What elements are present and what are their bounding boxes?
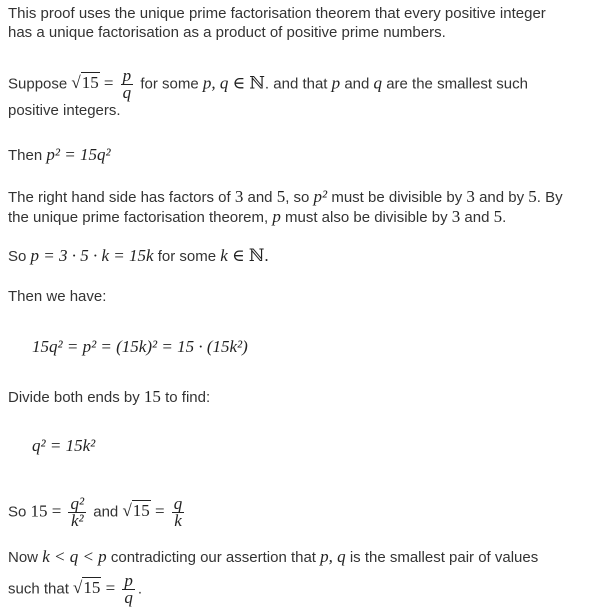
period: . [137, 580, 142, 598]
fraction-p-over-q: $\frac{p}{q}$ [122, 66, 132, 102]
pq-symbols: p, q [202, 73, 229, 93]
p-squared: p² [313, 187, 328, 206]
suppose-line-2: positive integers. [8, 102, 121, 119]
equals-sign-2: = [154, 501, 165, 521]
and-by-text: and by [479, 189, 525, 206]
intro-line-2: has a unique factorisation as a product of positive prime numbers. [8, 24, 446, 41]
sqrt-15: √15 [73, 578, 101, 598]
equals-sign: = [51, 501, 62, 521]
contradicting-text: contradicting our assertion that [110, 549, 316, 566]
for-some-text: for some [157, 248, 217, 265]
fraction-q2-over-k2: $\frac{\text{q²}}{\text{k²}}$ [70, 494, 85, 530]
k-symbol: k [220, 246, 228, 265]
period: . [502, 209, 507, 226]
suppose-line [8, 68, 528, 101]
sqrt-15: √15 [122, 501, 150, 521]
p-equals-15k: p = 3 · 5 · k = 15k [30, 246, 154, 265]
q-symbol: q [373, 73, 383, 93]
divide-text: Divide both ends by [8, 389, 140, 406]
for-some-text: for some [140, 75, 199, 93]
fraction-p-over-q: $\frac{p}{q}$ [124, 571, 133, 607]
p-symbol: p [331, 73, 341, 93]
must-text: must be divisible by [331, 189, 463, 206]
must-also-text: must also be divisible by [285, 209, 448, 226]
so-word: So [8, 248, 27, 265]
and-text: and [247, 189, 273, 206]
now-word: Now [8, 549, 39, 566]
such-that-line [8, 573, 142, 606]
p-symbol: p [272, 207, 281, 226]
and-text: and [344, 75, 370, 93]
number-5b: 5 [528, 187, 537, 206]
theorem-text: the unique prime factorisation theorem, [8, 209, 269, 226]
so-text: , so [285, 189, 310, 206]
p-squared-equation: p² = 15q² [46, 145, 111, 164]
then-line [8, 145, 111, 166]
in-naturals: ∈ ℕ [232, 73, 265, 93]
number-3b: 3 [466, 187, 475, 206]
so-p-line [8, 246, 269, 267]
smallest-text: are the smallest such [386, 75, 528, 93]
equation-chain: 15q² = p² = (15k)² = 15 · (15k²) [32, 337, 248, 356]
number-5c: 5 [493, 207, 503, 226]
suppose-word: Suppose [8, 75, 68, 93]
so-15-line [8, 496, 187, 529]
factors-text: The right hand side has factors of [8, 189, 231, 206]
then-word: Then [8, 147, 43, 164]
and-that-text: . and that [264, 75, 328, 93]
and-text-2: and [464, 209, 490, 226]
number-3: 3 [234, 187, 244, 206]
pq-symbols: p, q [320, 547, 346, 566]
to-find-text: to find: [165, 389, 211, 406]
equals-sign: = [105, 578, 116, 598]
divide-line [8, 387, 210, 408]
number-3c: 3 [451, 207, 461, 226]
and-text: and [93, 503, 119, 521]
then-we-have: Then we have: [8, 288, 107, 305]
smallest-pair-text: is the smallest pair of values [349, 549, 539, 566]
equals-sign: = [103, 73, 114, 93]
inequality: k < q < p [42, 547, 107, 566]
in-naturals: ∈ ℕ. [232, 246, 269, 265]
fraction-q-over-k: $\frac{q}{k}$ [173, 494, 183, 530]
intro-line-1: This proof uses the unique prime factorisation theorem that every positive integer [8, 5, 546, 22]
by-text: . By [536, 189, 563, 206]
sqrt-15: √15 [71, 73, 99, 93]
factors-line-2 [8, 207, 506, 228]
q-squared-equation: q² = 15k² [32, 436, 96, 455]
such-that-text: such that [8, 580, 69, 598]
so-word: So [8, 503, 27, 521]
factors-line-1 [8, 187, 563, 208]
number-15: 15 [30, 501, 48, 521]
number-5: 5 [276, 187, 286, 206]
number-15: 15 [143, 387, 161, 406]
now-line [8, 547, 538, 568]
